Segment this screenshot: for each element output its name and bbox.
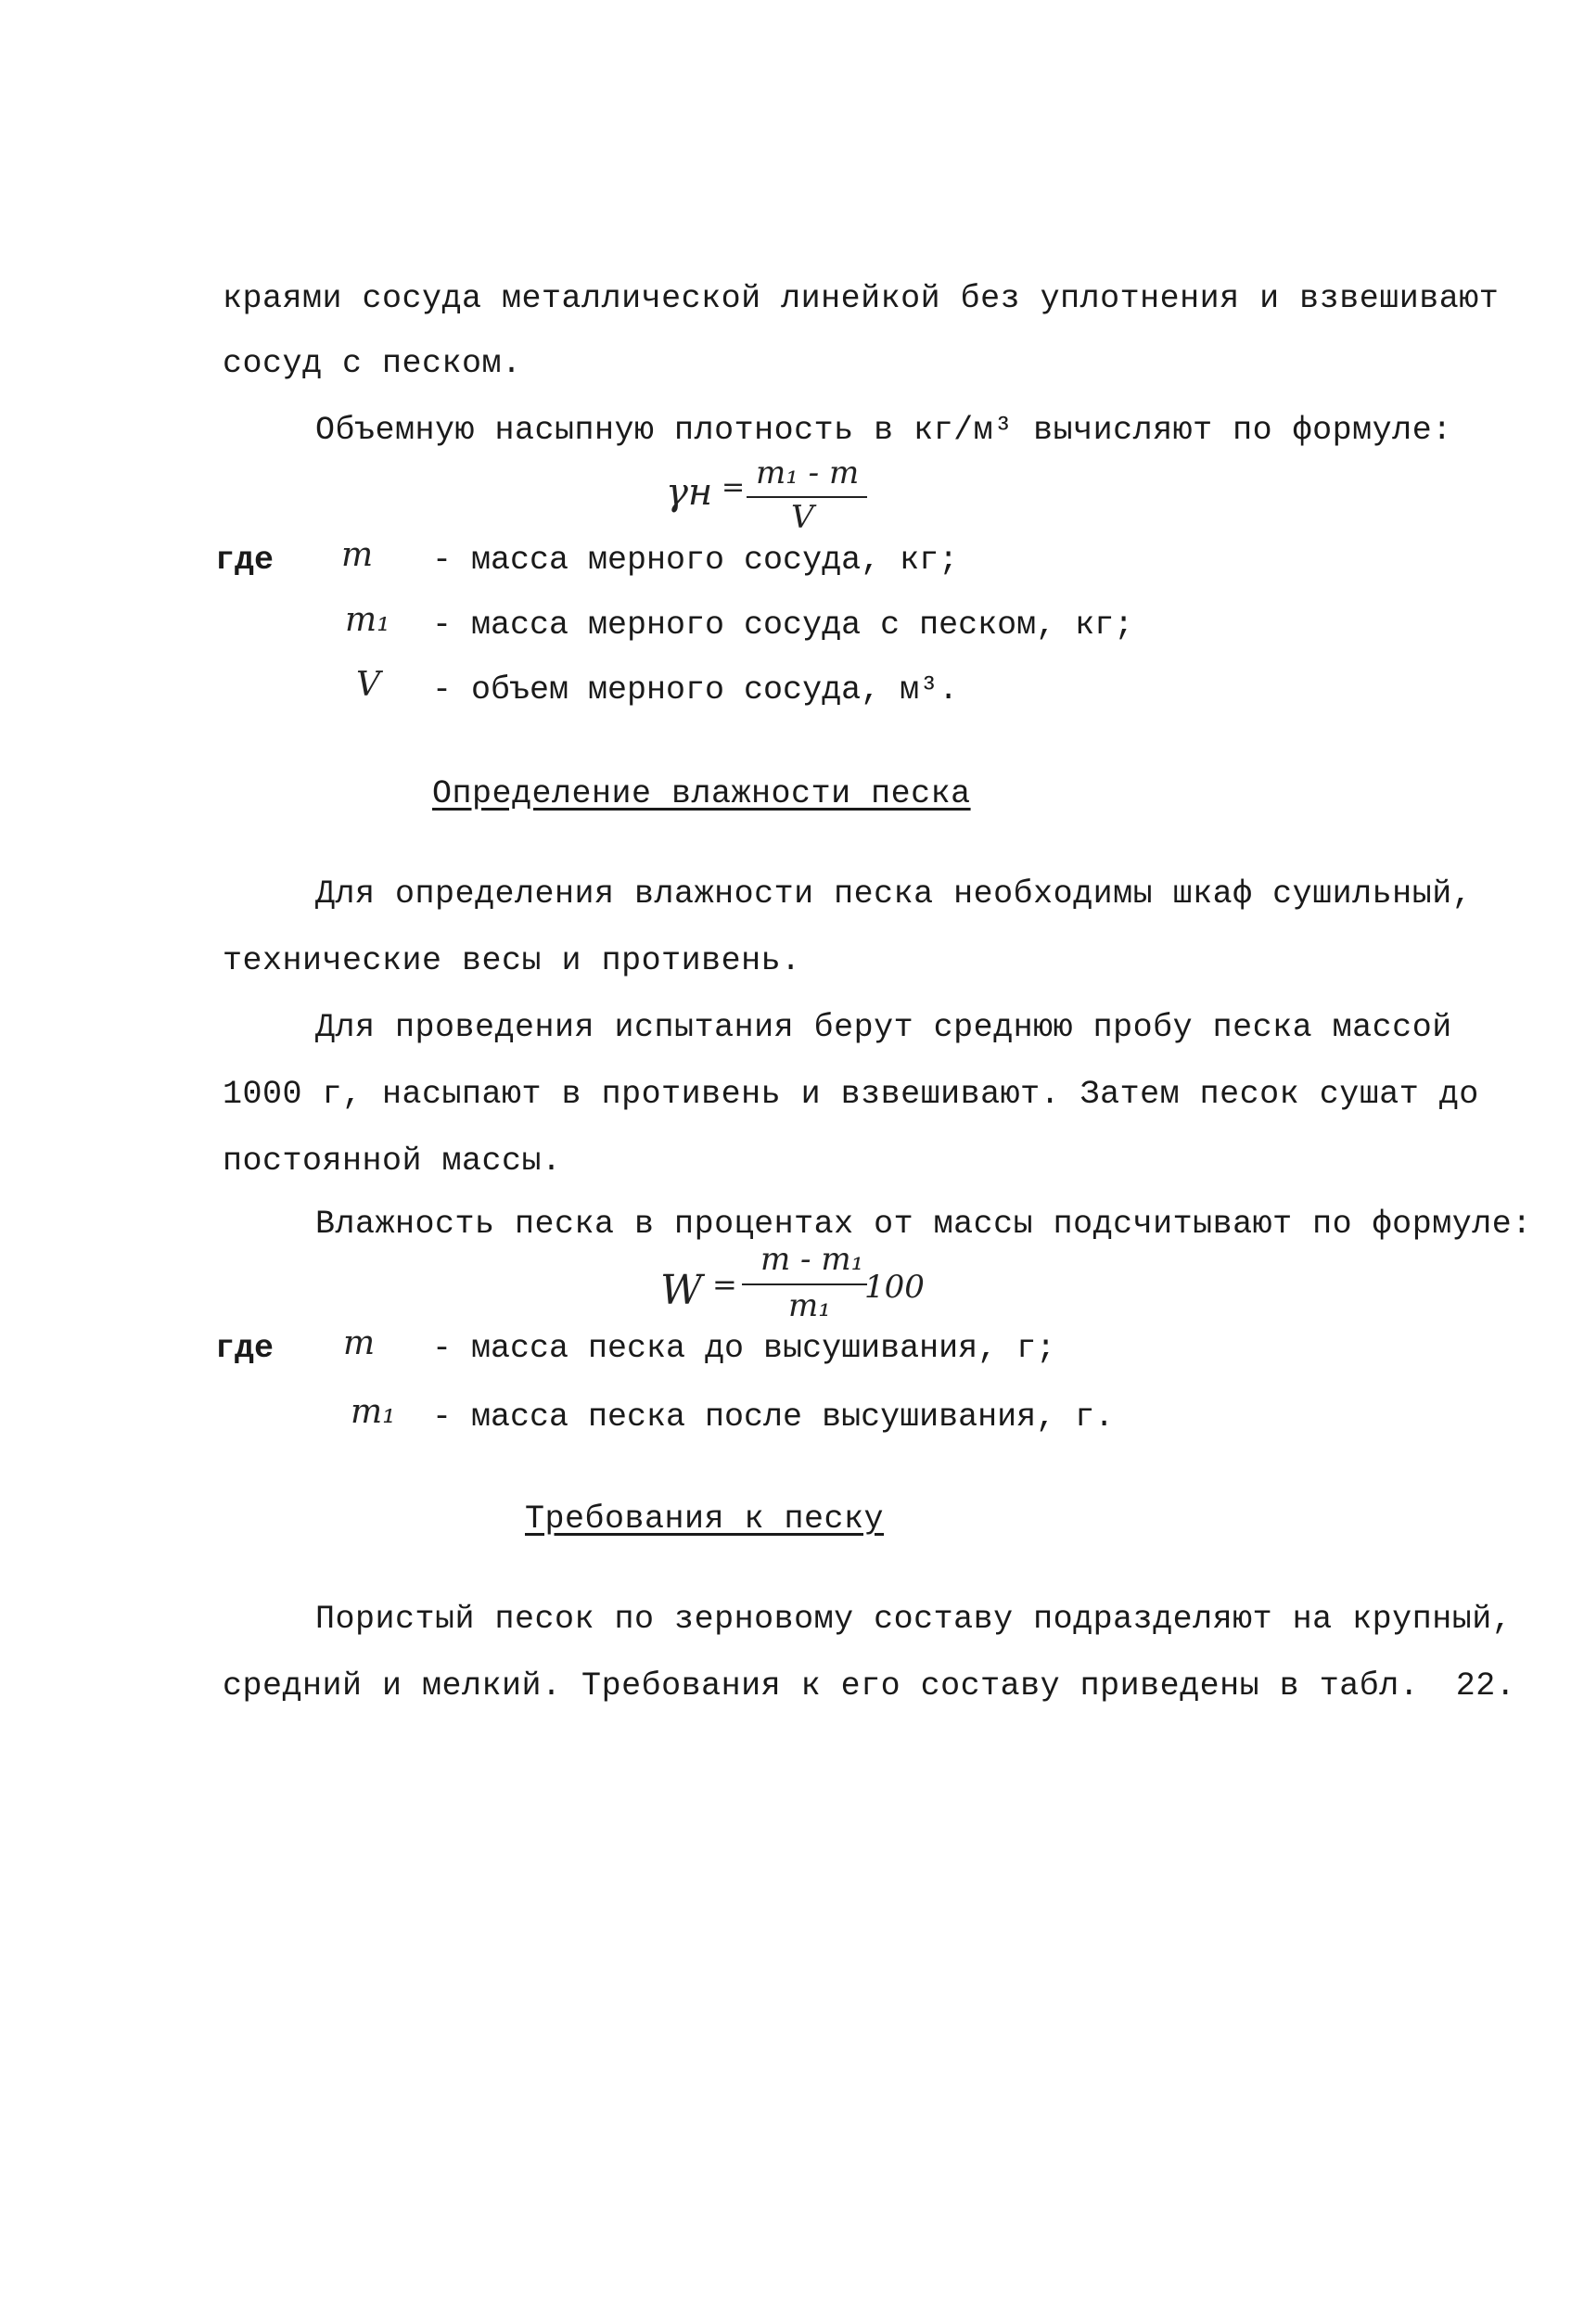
section-heading: Определение влажности песка — [432, 775, 971, 812]
section-heading: Требования к песку — [525, 1500, 885, 1538]
legend-text: - масса песка после высушивания, г. — [432, 1398, 1115, 1436]
formula-denominator: m₁ — [788, 1287, 831, 1324]
legend-text: - объем мерного сосуда, м³. — [432, 671, 959, 709]
paragraph-line: 1000 г, насыпают в противень и взвешивают. Затем песок сушат до — [223, 1076, 1479, 1113]
paragraph-line: Для проведения испытания берут среднюю пробу песка массой — [315, 1009, 1452, 1046]
paragraph-line: постоянной массы. — [223, 1143, 562, 1180]
formula-lhs: γн — [666, 471, 713, 514]
formula-lhs: W — [660, 1267, 703, 1314]
formula-intro: Влажность песка в процентах от массы подсчитывают по формуле: — [315, 1206, 1532, 1243]
legend-symbol: m — [341, 536, 374, 574]
paragraph-line: технические весы и противень. — [223, 942, 801, 979]
legend-symbol: m₁ — [345, 601, 390, 639]
legend-text: - масса песка до высушивания, г; — [432, 1330, 1056, 1367]
legend-symbol: m₁ — [351, 1393, 396, 1431]
fraction-bar — [742, 1283, 867, 1285]
formula-factor: 100 — [864, 1269, 925, 1306]
formula-intro: Объемную насыпную плотность в кг/м³ вычисляют по формуле: — [315, 412, 1452, 449]
paragraph-line — [223, 1666, 1515, 1706]
formula-equals: = — [722, 471, 746, 504]
fraction-bar — [747, 496, 867, 498]
formula-numerator: m₁ - m — [756, 454, 860, 492]
legend-symbol: m — [343, 1324, 376, 1362]
table-reference: 22. — [1455, 1667, 1516, 1705]
paragraph-line: краями сосуда металлической линейкой без уплотнения и взвешивают — [223, 280, 1500, 317]
paragraph-line: Пористый песок по зерновому составу подразделяют на крупный, — [315, 1601, 1513, 1638]
where-label: где — [215, 542, 275, 579]
formula-equals: = — [712, 1267, 737, 1302]
formula-numerator: m - m₁ — [760, 1241, 864, 1278]
paragraph-line: сосуд с песком. — [223, 345, 522, 382]
legend-symbol: V — [356, 666, 380, 704]
paragraph-text: средний и мелкий. Требования к его составу приведены в табл. — [223, 1667, 1420, 1705]
paragraph-line: Для определения влажности песка необходимы шкаф сушильный, — [315, 875, 1473, 913]
formula-denominator: V — [791, 499, 814, 536]
legend-text: - масса мерного сосуда с песком, кг; — [432, 607, 1134, 644]
legend-text: - масса мерного сосуда, кг; — [432, 542, 959, 579]
where-label: где — [215, 1330, 275, 1367]
